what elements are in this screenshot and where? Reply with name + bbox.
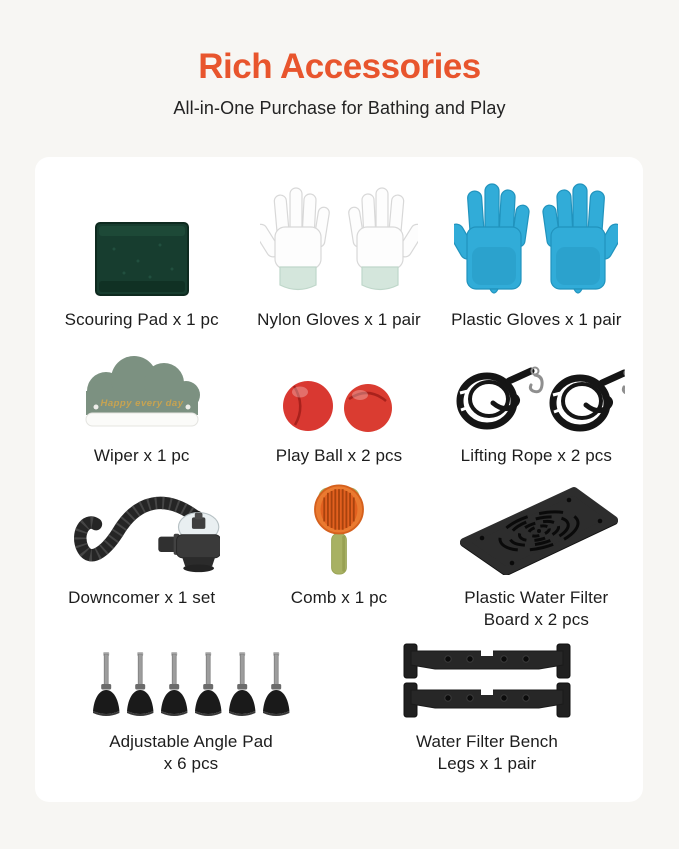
accessory-label: Water Filter Bench Legs x 1 pair (416, 732, 558, 774)
accessory-label: Plastic Water Filter Board x 2 pcs (464, 588, 609, 630)
accessory-label: Nylon Gloves x 1 pair (257, 310, 421, 329)
accessory-nylon-gloves (240, 183, 437, 331)
accessory-label: Play Ball x 2 pcs (275, 446, 403, 466)
accessory-wiper (43, 353, 240, 467)
bench-legs-icon (401, 643, 573, 719)
play-ball-icon (280, 377, 398, 433)
accessory-play-ball (240, 353, 437, 467)
downcomer-icon (64, 479, 220, 575)
accessory-label: Lifting Rope x 2 pcs (460, 446, 612, 466)
accessories-row-1 (43, 183, 635, 331)
accessory-water-filter-board (438, 479, 635, 631)
angle-pad-icon (90, 649, 292, 719)
accessory-downcomer (43, 479, 240, 609)
comb-icon (306, 479, 372, 575)
accessory-label: Plastic Gloves x 1 pair (451, 310, 622, 329)
accessories-row-3 (43, 479, 635, 631)
plastic-gloves-icon (454, 183, 618, 297)
accessories-row-4 (43, 643, 635, 775)
scouring-pad-icon (94, 221, 190, 297)
water-filter-board-icon (452, 481, 620, 575)
lifting-rope-icon (447, 361, 625, 433)
accessories-card (35, 157, 643, 802)
nylon-gloves-icon (260, 185, 418, 297)
accessory-comb (240, 479, 437, 609)
accessory-angle-pad (43, 643, 339, 775)
accessory-label: Wiper x 1 pc (93, 446, 190, 466)
wiper-inscription: Happy every day (100, 398, 184, 410)
accessory-label: Scouring Pad x 1 pc (64, 310, 219, 329)
accessory-plastic-gloves (438, 183, 635, 331)
accessory-label: Downcomer x 1 set (68, 588, 216, 608)
wiper-icon (74, 355, 210, 433)
accessory-label: Comb x 1 pc (290, 588, 388, 608)
accessory-bench-legs (339, 643, 635, 775)
page-subtitle: All-in-One Purchase for Bathing and Play (173, 98, 506, 118)
header (0, 0, 679, 119)
accessory-lifting-rope (438, 353, 635, 467)
accessory-label: Adjustable Angle Pad x 6 pcs (109, 732, 273, 774)
accessories-row-2 (43, 353, 635, 467)
accessory-scouring-pad (43, 183, 240, 331)
page-title: Rich Accessories (198, 47, 481, 86)
